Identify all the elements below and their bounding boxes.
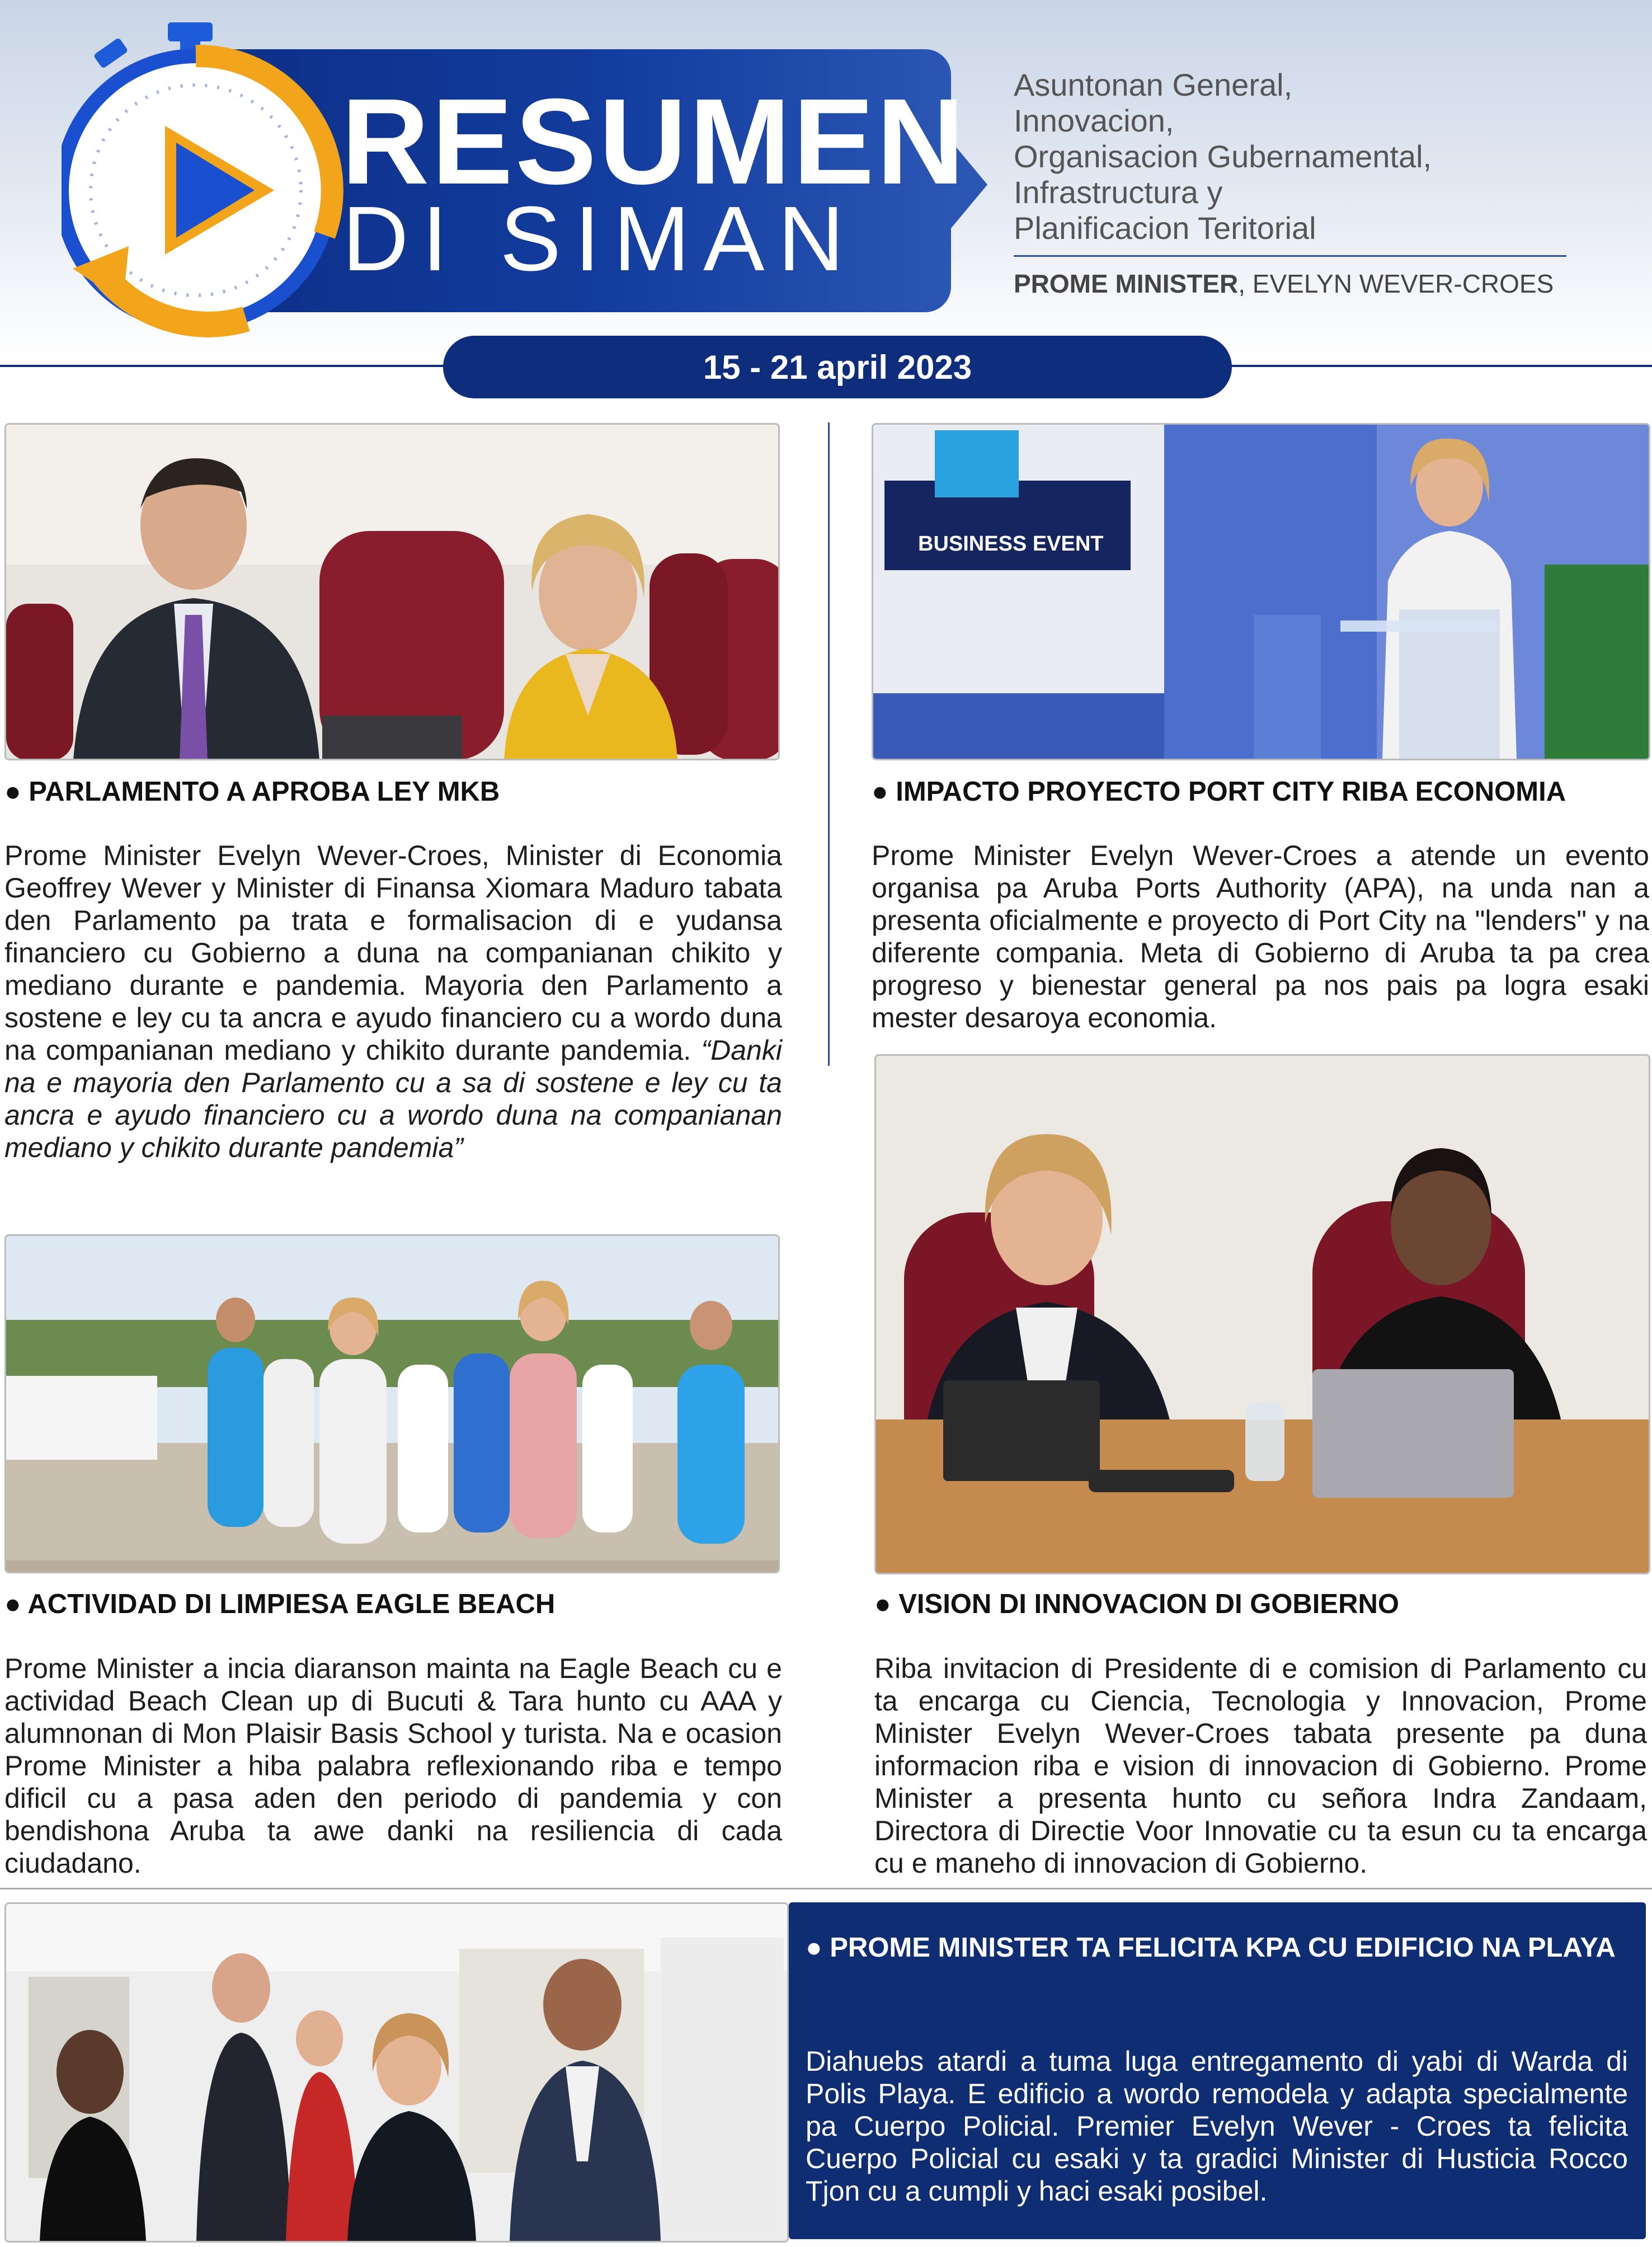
article-headline: ● IMPACTO PROYECTO PORT CITY RIBA ECONOMIA bbox=[872, 777, 1566, 807]
photo-police-building bbox=[4, 1902, 789, 2243]
article-body: Prome Minister Evelyn Wever-Croes a atende un evento organisa pa Aruba Ports Authority (APA), na unda nan a presenta oficialmente e proyecto di Port City na "lenders" y na diferente compania. Meta di Gobierno di Aruba ta pa crea progreso y bienestar general pa nos pais pa logra esaki mester desaroya economia. bbox=[872, 840, 1649, 1033]
masthead-title-line2: DI SIMAN bbox=[342, 187, 858, 290]
photo-beach-cleanup bbox=[4, 1234, 780, 1573]
date-badge: 15 - 21 april 2023 bbox=[443, 336, 1232, 398]
article-body-text: Prome Minister Evelyn Wever-Croes, Minister di Economia Geoffrey Wever y Minister di Finansa Xiomara Maduro tabata den Parlamento pa trata e formalisacion di e yudansa financiero cu Gobierno a duna na companianan chikito y mediano durante e pandemia. Mayoria den Parlamento a sostene e ley cu ta ancra e ayudo financiero cu a wordo duna na companianan mediano y chikito durante pandemia. bbox=[4, 840, 782, 1066]
portfolio-line: Organisacion Gubernamental, bbox=[1014, 139, 1432, 174]
article-headline: ● PARLAMENTO A APROBA LEY MKB bbox=[4, 777, 500, 807]
masthead-title-line1: RESUMEN bbox=[341, 74, 967, 210]
photo-innovation-vision bbox=[874, 1054, 1650, 1574]
minister-name: , EVELYN WEVER-CROES bbox=[1238, 269, 1554, 298]
article-quote: “Danki na e mayoria den Parlamento cu a sa di sostene e ley cu ta ancra e ayudo financiero cu a wordo duna na companianan mediano y chikito durante pandemia” bbox=[4, 1035, 782, 1163]
minister-label: PROME MINISTER bbox=[1014, 269, 1239, 298]
article-body: Prome Minister a incia diaranson mainta na Eagle Beach cu e actividad Beach Clean up di Bucuti & Tara hunto cu AAA y alumnonan di Mon Plaisir Basis School y turista. Na e ocasion Prome Minister a hiba palabra reflexionando riba e tempo dificil cu a pasa aden den periodo di pandemia y con bendishona Aruba ta awe danki na resiliencia di cada ciudadano. bbox=[4, 1653, 782, 1879]
screen-business-event-text: BUSINESS EVENT bbox=[918, 532, 1104, 556]
portfolio-line: Asuntonan General, bbox=[1014, 67, 1293, 102]
header-divider bbox=[1014, 255, 1566, 257]
column-divider bbox=[828, 422, 830, 1066]
article-body bbox=[4, 839, 782, 1164]
article-headline: ● ACTIVIDAD DI LIMPIESA EAGLE BEACH bbox=[4, 1589, 556, 1619]
section-rule bbox=[0, 1888, 1652, 1889]
article-body: Riba invitacion di Presidente di e comision di Parlamento cu ta encarga cu Ciencia, Tecnologia y Innovacion, Prome Minister Evelyn Wever-Croes tabata presente pa duna informacion riba e vision di innovacion di Gobierno. Prome Minister a presenta hunto cu señora Indra Zandaam, Directora di Directie Voor Innovatie cu ta esun cu ta encarga cu e maneho di innovacion di Gobierno. bbox=[874, 1653, 1647, 1879]
portfolio-line: Infrastructura y bbox=[1014, 175, 1223, 210]
portfolio-line: Planificacion Teritorial bbox=[1014, 210, 1316, 246]
photo-parliament bbox=[4, 423, 780, 760]
article-headline: ● VISION DI INNOVACION DI GOBIERNO bbox=[874, 1589, 1399, 1619]
portfolio-line: Innovacion, bbox=[1014, 103, 1174, 138]
article-headline: ● PROME MINISTER TA FELICITA KPA CU EDIFICIO NA PLAYA bbox=[806, 1933, 1616, 1963]
photo-port-city-event bbox=[872, 423, 1650, 760]
article-body: Diahuebs atardi a tuma luga entregamento di yabi di Warda di Polis Playa. E edificio a wordo remodela y adapta specialmente pa Cuerpo Policial. Premier Evelyn Wever - Croes ta felicita Cuerpo Policial cu esaki y ta gradici Minister di Husticia Rocco Tjon cu a cumpli y haci esaki posibel. bbox=[806, 2046, 1628, 2207]
minister-line bbox=[1014, 269, 1554, 299]
featured-article-box bbox=[789, 1902, 1646, 2239]
